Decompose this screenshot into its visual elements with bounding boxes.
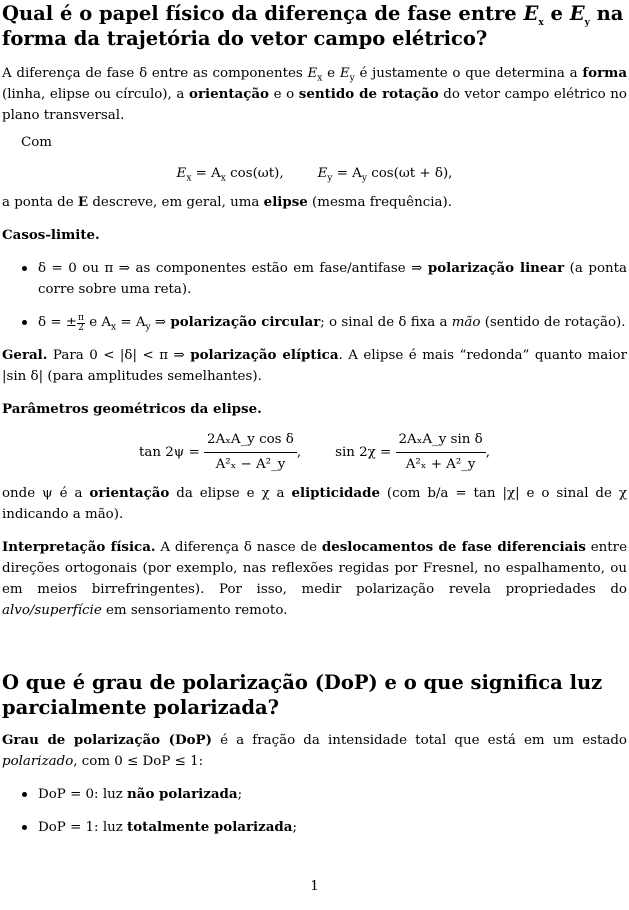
list-item-dop-1: DoP = 1: luz totalmente polarizada; [2,817,627,838]
page-number: 1 [310,879,319,894]
onde-paragraph: onde ψ é a orientação da elipse e χ a elipticidade (com b/a = tan |χ| e o sinal de χ indicando a mão). [2,485,627,522]
ponta-paragraph: a ponta de E descreve, em geral, uma elipse (mesma frequência). [2,194,452,210]
pi-over-2-fraction: $\frac{\pi}{2}$ [78,313,84,333]
bullet-icon [22,792,27,797]
bullet-icon [22,825,27,830]
section-2-title: O que é grau de polarização (DoP) e o que significa luz parcialmente polarizada? [2,671,603,719]
parametros-heading: Parâmetros geométricos da elipse. [2,401,262,417]
com-label: Com [21,135,53,150]
list-item-circular: δ = ± $\frac{\pi}{2}$ e $A_x = A_y$ ⇒ polarização circular; o sinal de δ fixa a mão (sentido de rotação). [2,312,627,333]
geral-paragraph: Geral. Para 0 < |δ| < π ⇒ polarização elíptica. A elipse é mais “redonda” quanto maior |sin δ| (para amplitudes semelhantes). [2,347,627,384]
page-content [2,0,627,838]
bullet-icon [22,266,27,271]
field-equations: $E_x = A_x$ cos(ωt), $E_y = A_y$ cos(ωt + δ), [176,166,453,184]
ellipse-parameter-equations: tan 2ψ = $\frac{\text{2AₓA\_y cos δ}}{\text{A²ₓ − A²\_y}}$ , sin 2χ = $\frac{\text{2AₓA\_y sin δ}}{\text{A²ₓ + A²\_y}}$ , [2,430,627,475]
casos-limite-list [2,258,627,333]
section-1-title: Qual é o papel físico da diferença de fase entre $E_x$ e $E_y$ na forma da trajetória do vetor campo elétrico? [2,2,624,50]
dop-list [2,784,627,838]
grau-paragraph: Grau de polarização (DoP) é a fração da intensidade total que está em um estado polarizado, com 0 ≤ DoP ≤ 1: [2,732,627,769]
bullet-icon [22,320,27,325]
sin-fraction: $\frac{\text{2AₓA\_y sin δ}}{\text{A²ₓ + A²\_y}}$ [396,430,486,475]
casos-limite-heading: Casos-limite. [2,227,100,243]
intro-paragraph: A diferença de fase δ entre as componentes $E_x$ e $E_y$ é justamente o que determina a forma (linha, elipse ou círculo), a orientação e o sentido de rotação do vetor campo elétrico no plano transversal. [2,65,627,123]
list-item-linear: δ = 0 ou π ⇒ as componentes estão em fase/antifase ⇒ polarização linear (a ponta corre sobre uma reta). [2,258,627,300]
tan-fraction: $\frac{\text{2AₓA\_y cos δ}}{\text{A²ₓ − A²\_y}}$ [204,430,297,475]
interpretacao-paragraph: Interpretação física. A diferença δ nasce de deslocamentos de fase diferenciais entre direções ortogonais (por exemplo, nas reflexões regidas por Fresnel, no espalhamento, ou em meios birrefringentes). Por isso, medir polarização revela propriedades do alvo/superfície em sensoriamento remoto. [2,539,627,618]
list-item-dop-0: DoP = 0: luz não polarizada; [2,784,627,805]
